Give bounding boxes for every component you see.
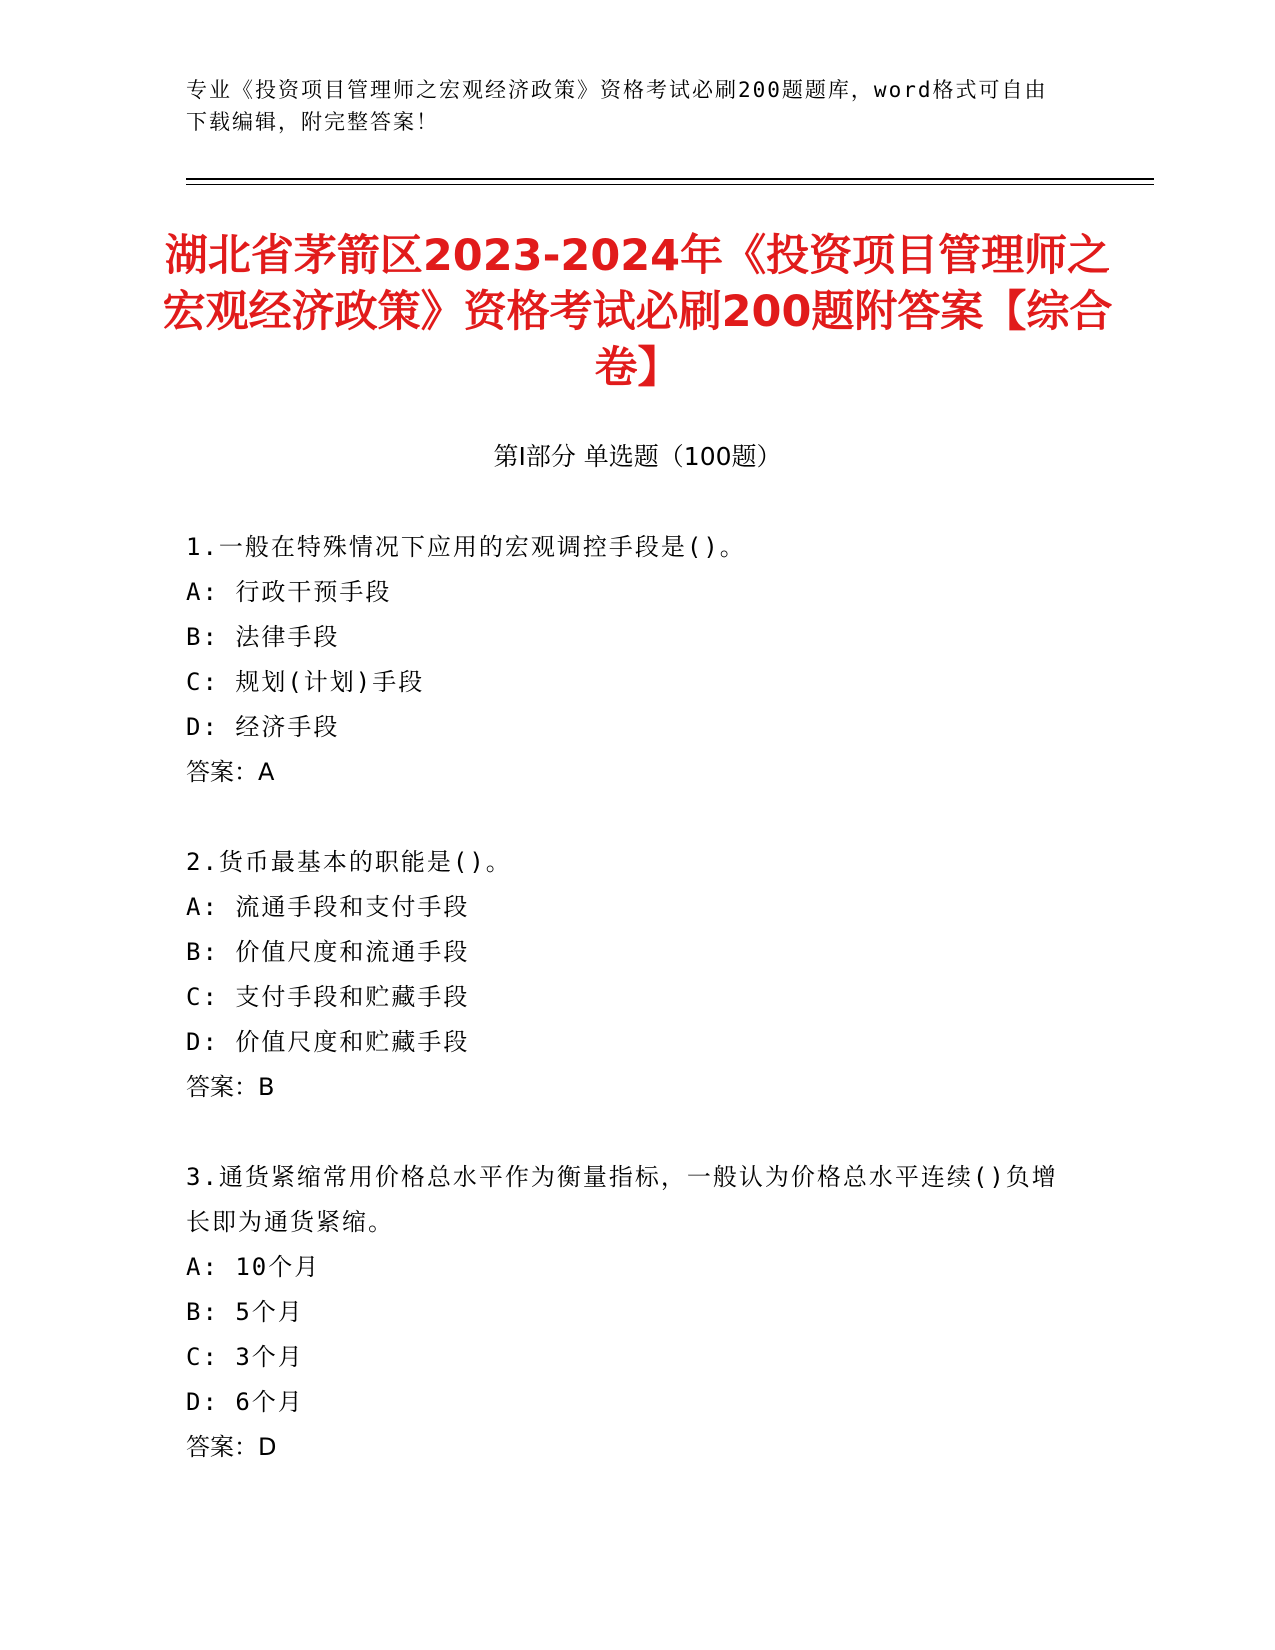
question-3 [186,1155,1076,1470]
question-1 [186,525,1076,795]
option-c: C: 规划(计划)手段 [186,668,425,696]
header-note: 专业《投资项目管理师之宏观经济政策》资格考试必刷200题题库，word格式可自由下载编辑，附完整答案！ [186,78,1048,134]
option-a: A: 流通手段和支付手段 [186,893,470,921]
option-a: A: 10个月 [186,1253,321,1281]
answer: 答案：B [186,1073,275,1101]
option-b: B: 5个月 [186,1298,304,1326]
option-b: B: 法律手段 [186,623,340,651]
header-divider-thick [186,178,1154,180]
option-d: D: 经济手段 [186,713,340,741]
answer: 答案：D [186,1433,277,1461]
option-b: B: 价值尺度和流通手段 [186,938,470,966]
option-d: D: 价值尺度和贮藏手段 [186,1028,470,1056]
document-title: 湖北省茅箭区2023-2024年《投资项目管理师之宏观经济政策》资格考试必刷200题附答案【综合卷】 [162,231,1113,393]
question-stem: 2.货币最基本的职能是()。 [186,848,512,876]
option-c: C: 支付手段和贮藏手段 [186,983,470,1011]
section-heading: 第I部分 单选题（100题） [493,442,782,471]
option-a: A: 行政干预手段 [186,578,392,606]
question-stem: 1.一般在特殊情况下应用的宏观调控手段是()。 [186,533,746,561]
option-c: C: 3个月 [186,1343,304,1371]
question-stem: 3.通货紧缩常用价格总水平作为衡量指标，一般认为价格总水平连续()负增长即为通货紧缩。 [186,1163,1058,1236]
header-divider-thin [186,184,1154,185]
answer: 答案：A [186,758,275,786]
question-2 [186,840,1076,1110]
option-d: D: 6个月 [186,1388,304,1416]
question-list [186,525,1076,1515]
